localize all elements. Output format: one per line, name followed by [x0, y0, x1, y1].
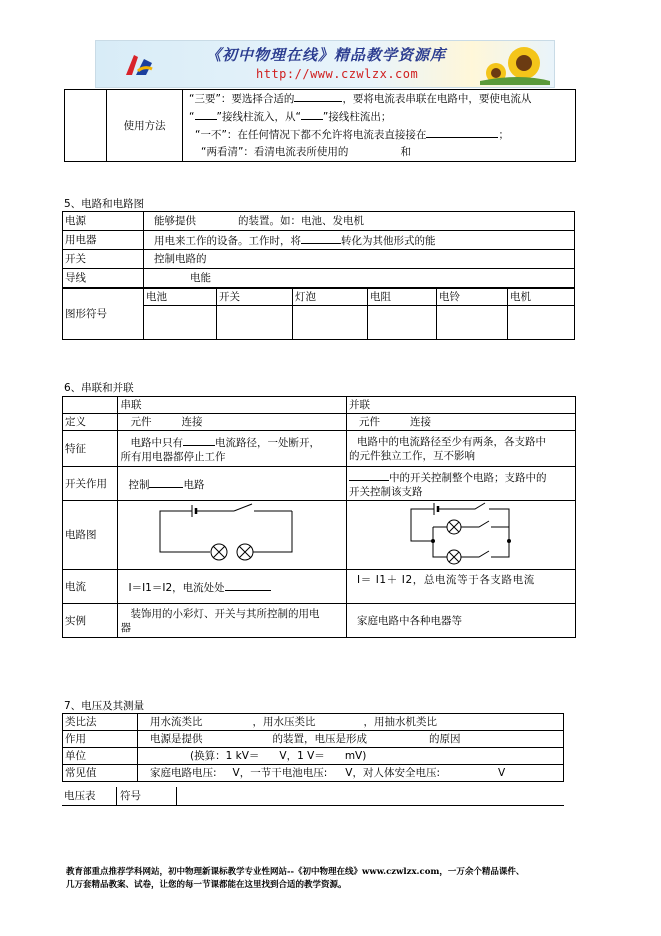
section5-heading: 5、电路和电路图 [64, 198, 145, 210]
feat-series [118, 431, 347, 467]
usage-line1b: ，要将电流表串联在电路中，要使电流从 [342, 93, 532, 105]
blank[interactable] [149, 476, 183, 488]
role-text: 的装置，电压是形成 [272, 733, 367, 745]
blank[interactable] [426, 126, 498, 138]
banner-url[interactable]: http://www.czwlzx.com [256, 67, 419, 81]
ammeter-usage-table [64, 89, 576, 162]
row-text: 的装置。如：电池、发电机 [238, 215, 364, 227]
switch-text: 控制 [128, 478, 150, 491]
unit-label: 单位 [63, 748, 138, 765]
symbols-table [62, 288, 575, 340]
empty-header [63, 397, 118, 414]
def-text: 元件 [130, 416, 152, 428]
series-header: 串联 [118, 397, 347, 414]
usage-line2b: ”接线柱流入，从“ [216, 111, 301, 123]
feat-label: 特征 [63, 431, 118, 467]
symbol-header: 电阻 [368, 289, 437, 306]
analogy-label: 类比法 [63, 714, 138, 731]
switch-series [118, 467, 347, 501]
example-series [118, 604, 347, 638]
blank[interactable] [225, 579, 271, 591]
common-text: V，一节干电池电压: [232, 767, 328, 779]
blank[interactable] [349, 469, 389, 481]
usage-line2a: “ [189, 111, 195, 123]
parallel-circuit-diagram [349, 501, 573, 565]
switch-text: 电路 [183, 478, 205, 491]
footer-line1: 教育部重点推荐学科网站，初中物理新课标教学专业性网站--《初中物理在线》www.czwlzx.com，一万余个精品课件、 [66, 867, 525, 877]
example-parallel: 家庭电路中各种电器等 [347, 604, 576, 638]
circuit-table [62, 211, 575, 288]
usage-label: 使用方法 [107, 90, 183, 162]
symbol-header: 电机 [508, 289, 575, 306]
blank[interactable] [183, 434, 215, 446]
example-text: 器 [120, 621, 131, 634]
series-parallel-table [62, 396, 576, 638]
blank[interactable] [301, 232, 341, 244]
parallel-diagram-cell [347, 501, 576, 570]
symbol-label: 符号 [120, 790, 141, 802]
blank[interactable] [195, 108, 217, 120]
role-label: 作用 [63, 731, 138, 748]
voltmeter-row [62, 785, 564, 806]
symbols-label: 图形符号 [63, 289, 144, 340]
row-text: 能够提供 [154, 215, 196, 227]
row-text: 转化为其他形式的能 [341, 235, 436, 247]
role-text: 电源是提供 [150, 733, 203, 745]
example-label: 实例 [63, 604, 118, 638]
symbol-blank[interactable] [437, 306, 508, 340]
def-label: 定义 [63, 414, 118, 431]
feat-parallel [347, 431, 576, 467]
switch-parallel [347, 467, 576, 501]
parallel-header: 并联 [347, 397, 576, 414]
usage-line3a: “一不”：在任何情况下都不允许将电流表直接接在 [195, 129, 427, 141]
symbol-header: 电铃 [437, 289, 508, 306]
common-text: 家庭电路电压: [150, 767, 217, 779]
footer [66, 866, 606, 892]
switch-text: 中的开关控制整个电路；支路中的 [389, 471, 547, 484]
row-text: 用电来工作的设备。工作时，将 [154, 235, 301, 247]
blank[interactable] [294, 90, 342, 102]
row-key: 导线 [63, 269, 144, 288]
def-series [118, 414, 347, 431]
section6-heading: 6、串联和并联 [64, 382, 134, 394]
row-value: 控制电路的 [144, 250, 575, 269]
voltmeter-label: 电压表 [64, 790, 96, 802]
usage-empty-cell [65, 90, 107, 162]
diagram-label: 电路图 [63, 501, 118, 570]
current-label: 电流 [63, 570, 118, 604]
row-value: 电能 [144, 269, 575, 288]
symbol-blank[interactable] [293, 306, 368, 340]
analogy-content [138, 714, 564, 731]
divider [116, 787, 117, 805]
feat-text: 电路中的电流路径至少有两条，各支路中 [357, 435, 546, 448]
banner-title: 《初中物理在线》精品教学资源库 [206, 46, 447, 64]
usage-line1a: “三要”：要选择合适的 [189, 93, 295, 105]
row-key: 电源 [63, 212, 144, 231]
section7-heading: 7、电压及其测量 [64, 700, 145, 712]
usage-line2c: ”接线柱流出； [322, 111, 392, 123]
switch-text: 开关控制该支路 [349, 485, 423, 498]
symbol-blank[interactable] [144, 306, 217, 340]
symbol-blank[interactable] [217, 306, 293, 340]
feat-text: 电路中只有 [130, 436, 183, 449]
symbol-blank[interactable] [508, 306, 575, 340]
common-content [138, 765, 564, 782]
footer-line2: 几万套精品教案、试卷，让您的每一节课都能在这里找到合适的教学资源。 [66, 880, 347, 890]
analogy-text: 用水流类比 [150, 716, 203, 728]
def-parallel [347, 414, 576, 431]
row-value [144, 231, 575, 250]
analogy-text: ，用抽水机类比 [363, 716, 437, 728]
usage-line3b: ； [498, 129, 509, 141]
role-text: 的原因 [429, 733, 461, 745]
symbol-header: 电池 [144, 289, 217, 306]
blank[interactable] [301, 108, 323, 120]
current-parallel: I＝ I1＋ I2，总电流等于各支路电流 [347, 570, 576, 604]
def-text: 元件 [359, 416, 380, 428]
feat-text: 所有用电器都停止工作 [120, 450, 226, 463]
current-text: I＝I1＝I2，电流处处 [128, 581, 225, 594]
def-text: 连接 [410, 416, 431, 428]
common-label: 常见值 [63, 765, 138, 782]
switch-label: 开关作用 [63, 467, 118, 501]
series-diagram-cell [118, 501, 347, 570]
usage-content [183, 90, 576, 162]
feat-text: 电流路径，一处断开， [214, 436, 320, 449]
sunflower-icon [480, 43, 550, 85]
unit-content: (换算：1 kV＝ V，1 V＝ mV) [138, 748, 564, 765]
current-series [118, 570, 347, 604]
series-circuit-diagram [120, 501, 340, 565]
usage-line4a: “两看清”：看清电流表所使用的 [201, 146, 349, 158]
analogy-text: ，用水压类比 [252, 716, 316, 728]
def-text: 连接 [181, 416, 203, 428]
usage-line4b: 和 [400, 146, 411, 158]
symbol-header: 灯泡 [293, 289, 368, 306]
symbol-header: 开关 [217, 289, 293, 306]
example-text: 装饰用的小彩灯、开关与其所控制的用电 [130, 607, 320, 620]
common-text: V [498, 767, 506, 779]
divider [176, 787, 177, 805]
common-text: V，对人体安全电压: [345, 767, 441, 779]
voltage-table [62, 713, 564, 782]
row-value [144, 212, 575, 231]
row-key: 开关 [63, 250, 144, 269]
feat-text: 的元件独立工作，互不影响 [349, 449, 475, 462]
symbol-blank[interactable] [368, 306, 437, 340]
logo-icon [122, 49, 156, 79]
header-banner [95, 40, 555, 88]
role-content [138, 731, 564, 748]
row-key: 用电器 [63, 231, 144, 250]
